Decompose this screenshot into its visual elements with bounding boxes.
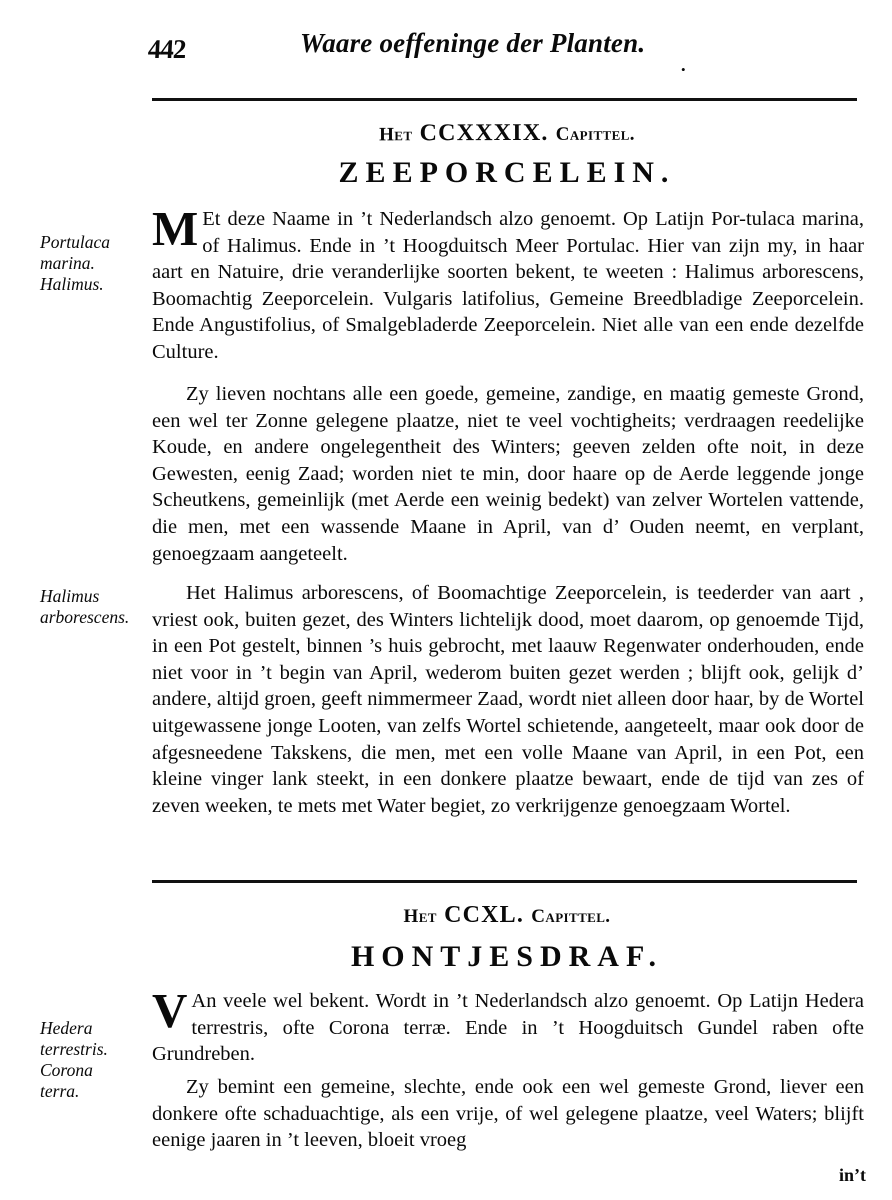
margin-note-line: Halimus. — [40, 274, 104, 294]
margin-note-line: terrestris. — [40, 1039, 108, 1059]
running-title: Waare oeffeninge der Planten. — [300, 28, 646, 58]
margin-note-line: marina. — [40, 253, 95, 273]
margin-note-hedera — [40, 1018, 152, 1102]
chapter-2-heading-prefix: Het — [403, 906, 437, 927]
margin-note-line: arborescens. — [40, 607, 130, 627]
paragraph-text: Zy lieven nochtans alle een goede, gemeine, zandige, en maatig gemeste Grond, een wel ter Zonne gelegene plaatze, niet te veel vochtigheits; verdraagen reedelijke Koude, en andere ongelegentheit des Winters; geeven zelden ofte noit, in deze Gewesten, eenig Zaad; worden niet te min, door haare op de Aerde leggende jonge Scheutkens, gemeinlijk (met Aerde een weinig bedekt) van zelver Wortelen vattende, die men, met een wassende Maane in April, van d’ Ouden neemt, en verplant, genoegzaam aangeteelt. — [152, 383, 864, 565]
margin-note-portulaca — [40, 232, 152, 295]
paragraph-text: An veele wel bekent. Wordt in ’t Nederlandsch alzo genoemt. Op Latijn Hedera terrestris, ofte Corona terræ. Ende in ’t Hoogduitsch Gundel raben ofte Grundreben. — [152, 990, 864, 1066]
chapter-2-heading-number: CCXL. — [444, 902, 525, 928]
margin-note-line: Halimus — [40, 586, 100, 606]
margin-note-line: Portulaca — [40, 232, 110, 252]
paragraph-text: Et deze Naame in ’t Nederlandsch alzo genoemt. Op Latijn Por-tulaca marina, of Halimus. Ende in ’t Hoogduitsch Meer Portulac. Hier van zijn my, in haar aart en Natuire, drie veranderlijke soorten bekent, te weeten : Halimus arborescens, Boomachtig Zeeporcelein. Vulgaris latifolius, Gemeine Breedbladige Zeeporcelein. Ende Angustifolius, of Smalgebladerde Zeeporcelein. Niet alle van een ende dezelfde Culture. — [152, 208, 864, 363]
horizontal-rule-middle — [152, 880, 857, 883]
margin-note-line: terra. — [40, 1081, 80, 1101]
chapter-2-paragraph-1 — [152, 983, 864, 1068]
chapter-2-heading-word: Capittel. — [531, 906, 611, 927]
margin-note-line: Corona — [40, 1060, 93, 1080]
margin-note-line: Hedera — [40, 1018, 93, 1038]
chapter-1-paragraph-3 — [152, 580, 864, 819]
chapter-1-paragraph-1 — [152, 201, 864, 366]
chapter-1-heading — [152, 119, 862, 148]
page-folio-number: 442 — [147, 34, 187, 64]
horizontal-rule-top — [152, 98, 857, 101]
margin-note-halimus-arborescens — [40, 586, 152, 628]
catchword: in’t — [839, 1165, 866, 1185]
chapter-2-paragraph-2 — [152, 1074, 864, 1154]
paragraph-text: Het Halimus arborescens, of Boomachtige Zeeporcelein, is teederder van aart , vriest ook, buiten gezet, des Winters lichtelijk dood, moet daarom, op genoemde Tijd, in een Pot gestelt, binnen ’s huis gebrocht, met laauw Regenwater onderhouden, ende niet voor in ’t begin van April, wederom buiten gezet werden ; blijft ook, gelijk d’ andere, altijd groen, geeft nimmermeer Zaad, wordt niet alleen door haar, by de Wortel uitgewassene jonge Looten, van zelfs Wortel schietende, aangeteelt, maar ook door de afgesneedene Takskens, die men, met een volle Maane van April, in een Pot, een kleine vinger lank steekt, in een donkere plaatze bewaart, ende de tijd van zes of zeven weeken, te mets met Water begiet, zo verkrijgenze genoegzaam Wortel. — [152, 582, 864, 817]
chapter-1-heading-number: CCXXXIX. — [419, 119, 549, 147]
running-head — [0, 26, 892, 77]
paragraph-text: Zy bemint een gemeine, slechte, ende ook een wel gemeste Grond, liever een donkere ofte schaduachtige, als een vrije, of wel gelegene plaatze, veel Waters; blijft eenige jaaren in ’t leeven, bloeit vroeg — [152, 1076, 864, 1152]
chapter-1-title: ZEEPORCELEIN. — [338, 156, 676, 189]
head-mark-icon: • — [681, 62, 686, 77]
chapter-1-paragraph-2 — [152, 381, 864, 567]
chapter-1-heading-prefix: Het — [379, 124, 413, 146]
dropcap-M: M — [152, 201, 199, 256]
chapter-2-title: HONTJESDRAF. — [350, 940, 664, 973]
chapter-1-heading-word: Capittel. — [555, 123, 635, 145]
dropcap-V: V — [152, 983, 188, 1038]
chapter-2-heading — [152, 902, 862, 929]
